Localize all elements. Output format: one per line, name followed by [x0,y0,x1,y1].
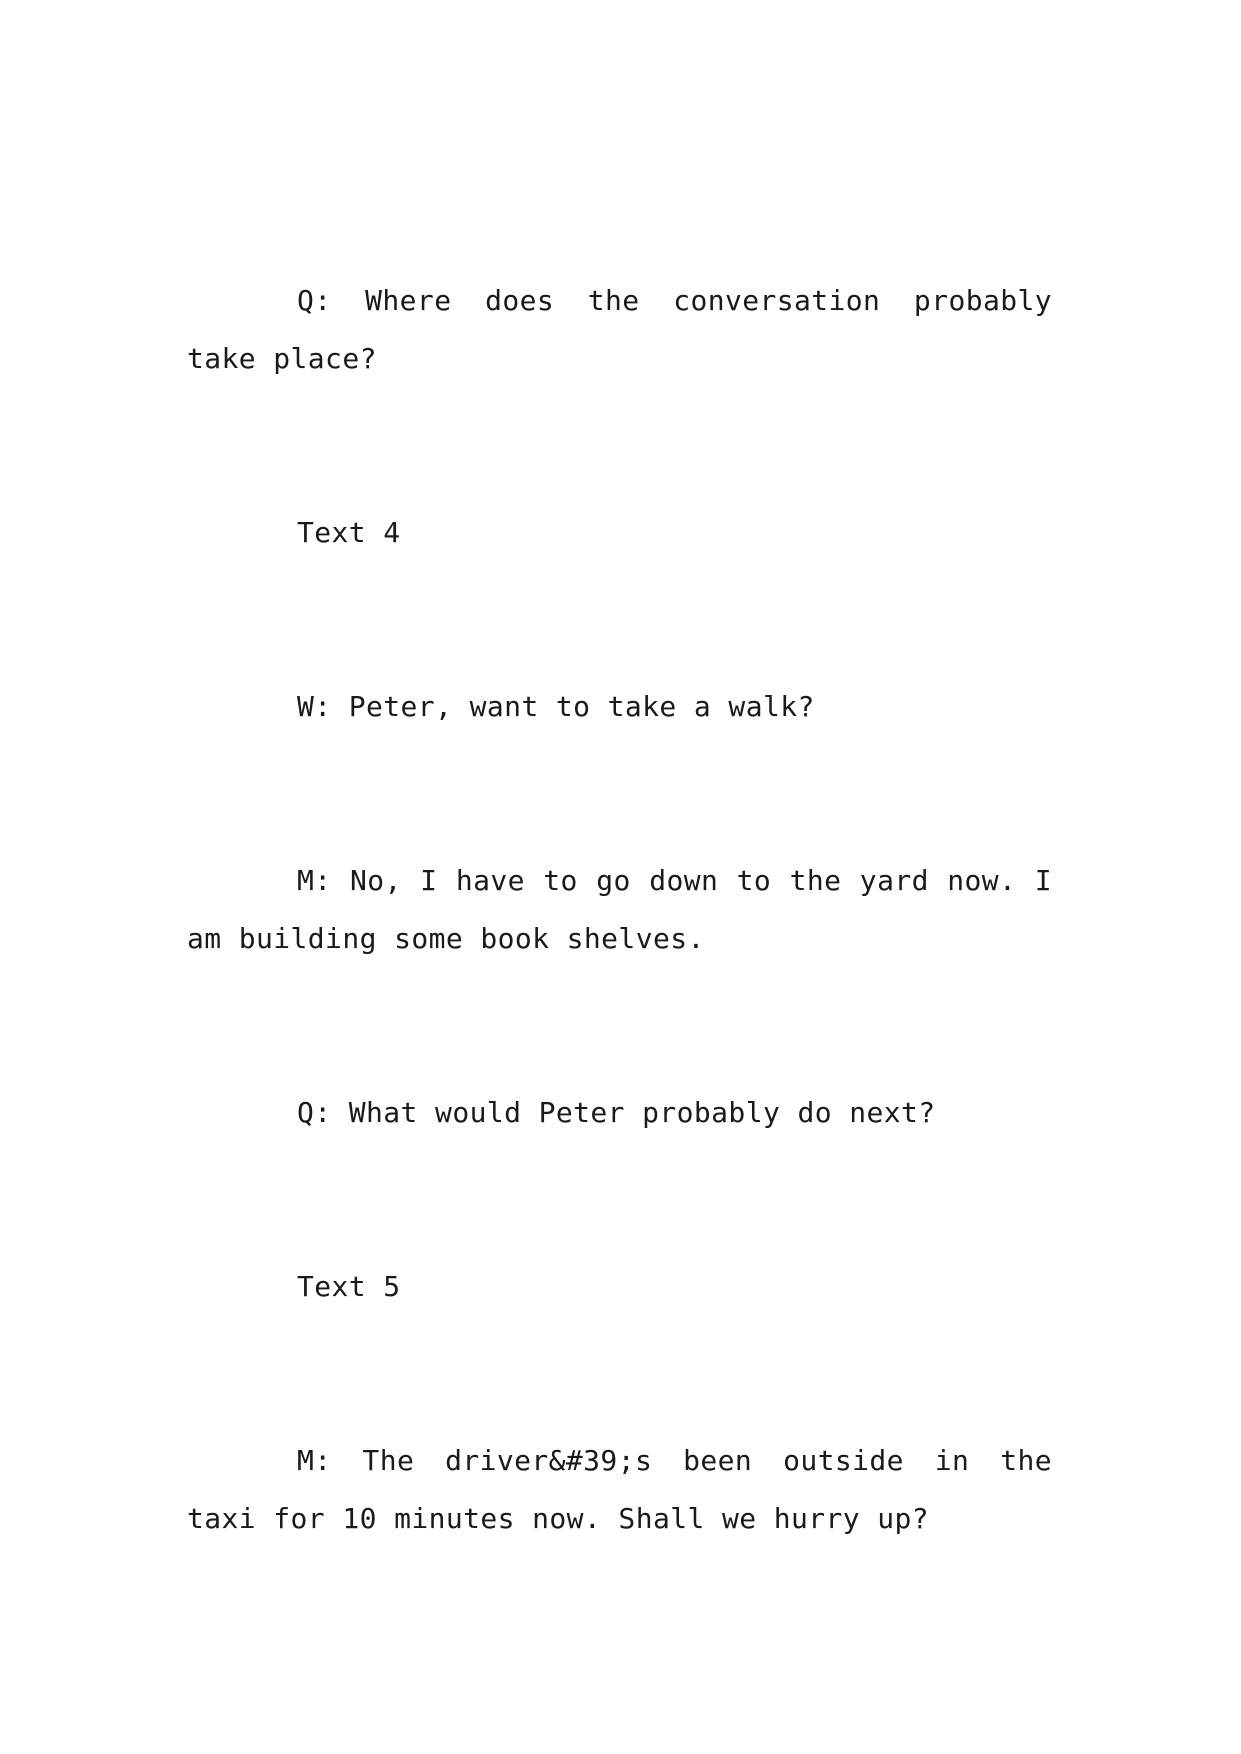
text-5-heading: Text 5 [297,1270,401,1303]
question-peter-next: Q: What would Peter probably do next? [297,1096,936,1129]
text-4-heading: Text 4 [297,516,401,549]
dialogue-woman-walk: W: Peter, want to take a walk? [297,690,815,723]
dialogue-man-yard: M: No, I have to go down to the yard now. I am building some book shelves. [187,864,1052,955]
question-conversation-place: Q: Where does the conversation probably take place? [187,284,1052,375]
dialogue-man-taxi: M: The driver&#39;s been outside in the taxi for 10 minutes now. Shall we hurry up? [187,1444,1052,1535]
